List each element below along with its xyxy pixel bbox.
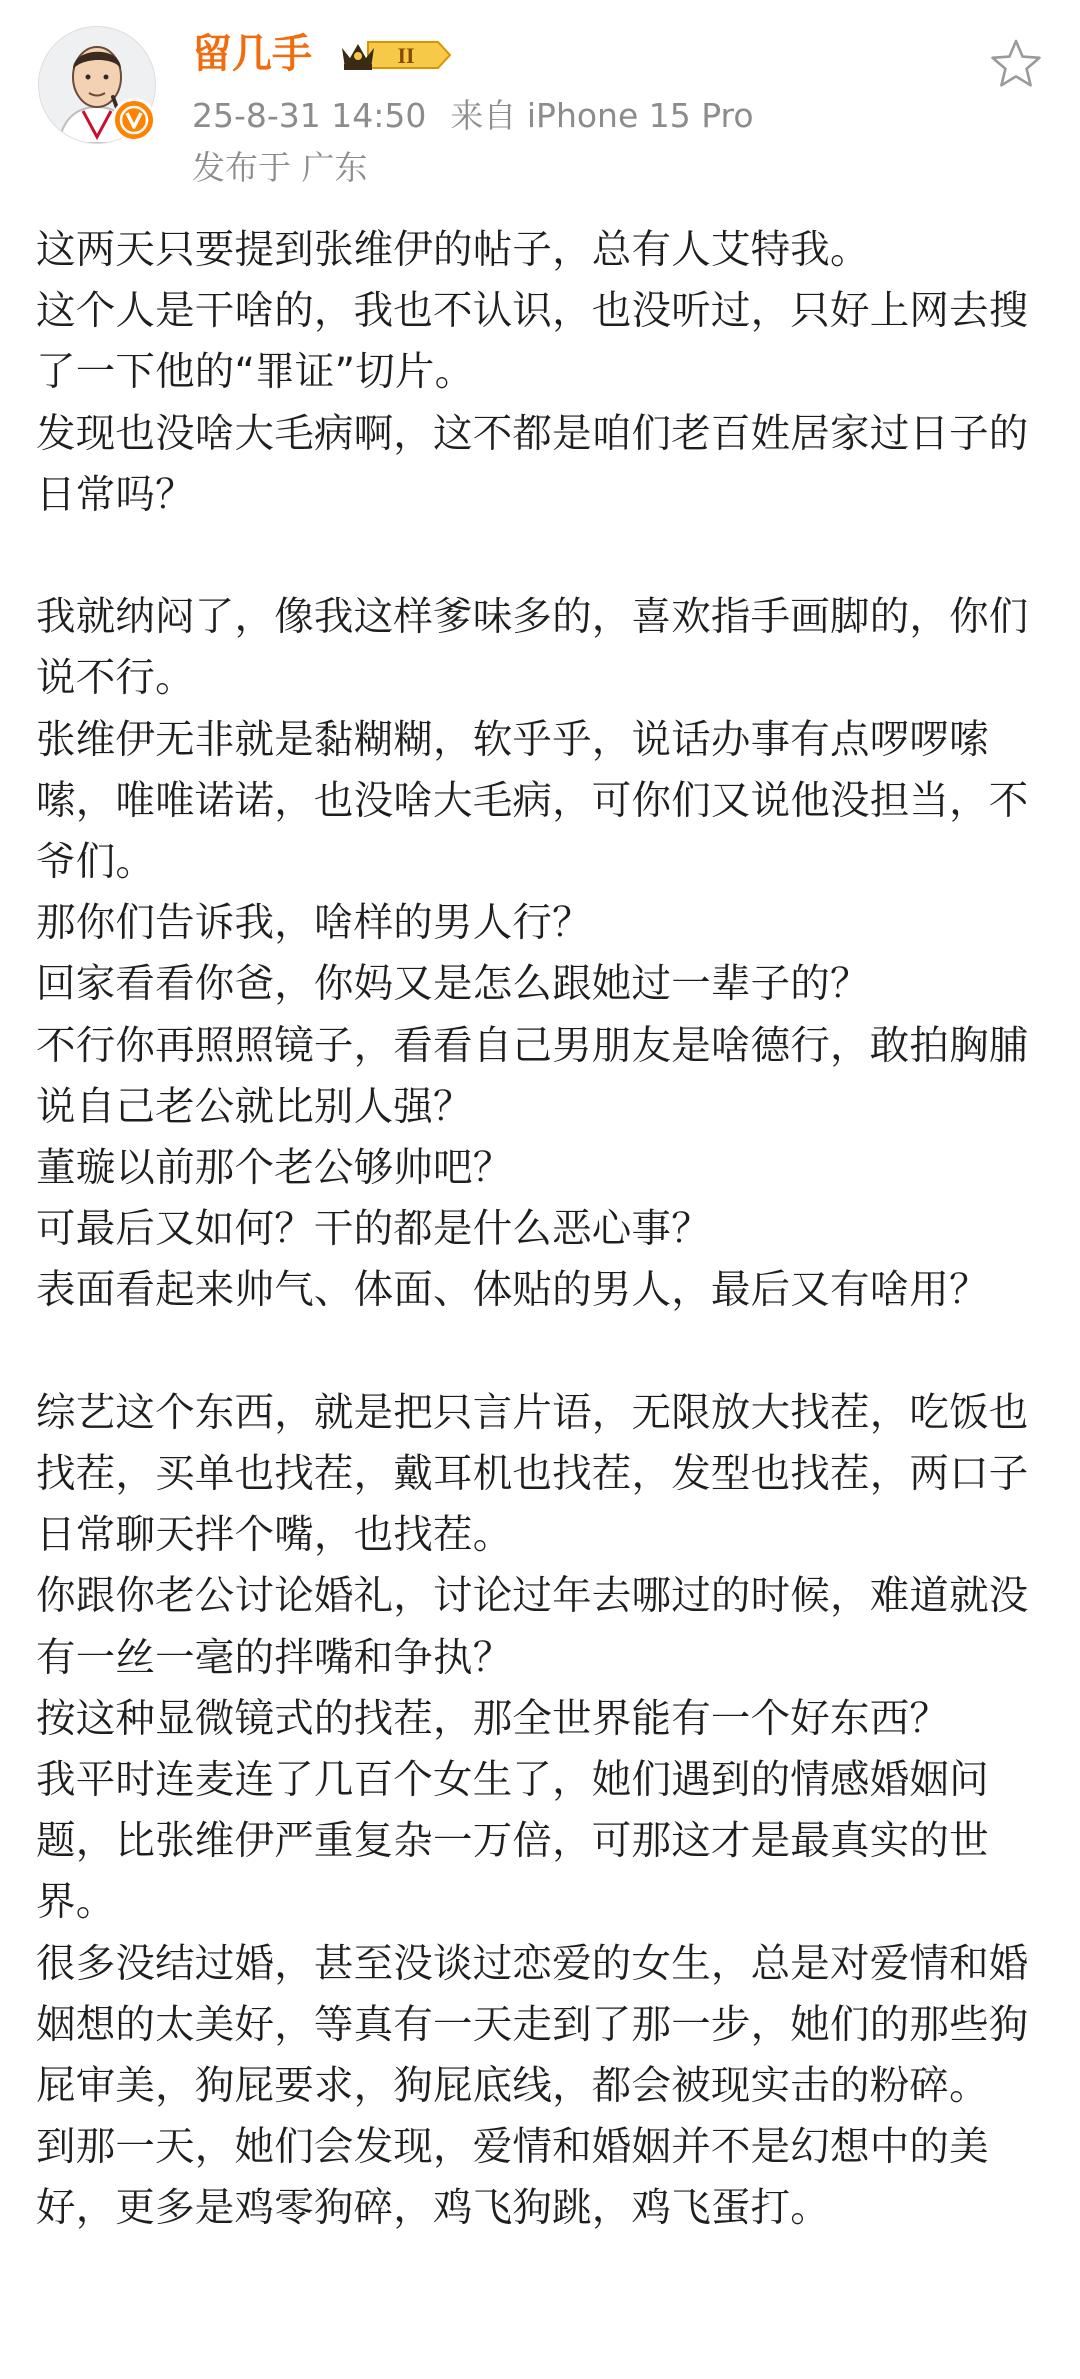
post-source: 来自 iPhone 15 Pro: [450, 96, 754, 135]
post-header: [0, 0, 1080, 200]
post-paragraph: 这个人是干啥的，我也不认识，也没听过，只好上网去搜了一下他的“罪证”切片。: [36, 288, 1029, 396]
author-name[interactable]: 留几手: [192, 31, 312, 77]
post-paragraph: 董璇以前那个老公够帅吧？: [36, 1145, 513, 1192]
post-timestamp: 25-8-31 14:50: [192, 96, 427, 135]
post-paragraph: 这两天只要提到张维伊的帖子，总有人艾特我。: [36, 227, 870, 273]
post-paragraph: 可最后又如何？干的都是什么恶心事？: [36, 1206, 711, 1253]
paragraph-spacer: [36, 1322, 1046, 1383]
post-paragraph: 综艺这个东西，就是把只言片语，无限放大找茬，吃饭也找茬，买单也找茬，戴耳机也找茬，发型也找茬，两口子日常聊天拌个嘴，也找茬。: [36, 1389, 1029, 1559]
post-paragraph: 那你们告诉我，啥样的男人行？: [36, 900, 592, 947]
paragraph-spacer: [36, 526, 1046, 587]
post-location: 发布于 广东: [192, 148, 368, 187]
post-paragraph: 发现也没啥大毛病啊，这不都是咱们老百姓居家过日子的日常吗？: [36, 410, 1029, 518]
post-paragraph: 很多没结过婚，甚至没谈过恋爱的女生，总是对爱情和婚姻想的太美好，等真有一天走到了那一步，她们的那些狗屁审美，狗屁要求，狗屁底线，都会被现实击的粉碎。: [36, 1940, 1029, 2110]
star-outline-icon[interactable]: [988, 36, 1044, 92]
post-paragraph: 你跟你老公讨论婚礼，讨论过年去哪过的时候，难道就没有一丝一毫的拌嘴和争执？: [36, 1573, 1029, 1681]
vip-level-text: II: [397, 43, 415, 68]
post-paragraph: 不行你再照照镜子，看看自己男朋友是啥德行，敢拍胸脯说自己老公就比别人强？: [36, 1022, 1029, 1130]
post-paragraph: 回家看看你爸，你妈又是怎么跟她过一辈子的？: [36, 961, 870, 1008]
post-paragraph: 表面看起来帅气、体面、体贴的男人，最后又有啥用？: [36, 1267, 989, 1314]
post-meta: [192, 92, 754, 140]
post-paragraph: 张维伊无非就是黏糊糊，软乎乎，说话办事有点啰啰嗦嗦，唯唯诺诺，也没啥大毛病，可你们又说他没担当，不爷们。: [36, 716, 1029, 886]
post-paragraph: 我平时连麦连了几百个女生了，她们遇到的情感婚姻问题，比张维伊严重复杂一万倍，可那这才是最真实的世界。: [36, 1757, 989, 1926]
post-paragraph: 我就纳闷了，像我这样爹味多的，喜欢指手画脚的，你们说不行。: [36, 594, 1029, 702]
crown-vip-badge-icon[interactable]: [338, 34, 454, 76]
verified-v-icon: [112, 98, 156, 142]
post-paragraph: 按这种显微镜式的找茬，那全世界能有一个好东西？: [36, 1695, 950, 1742]
post-paragraph: 到那一天，她们会发现，爱情和婚姻并不是幻想中的美好，更多是鸡零狗碎，鸡飞狗跳，鸡飞蛋打。: [36, 2124, 989, 2232]
post-body: [36, 220, 1046, 2240]
